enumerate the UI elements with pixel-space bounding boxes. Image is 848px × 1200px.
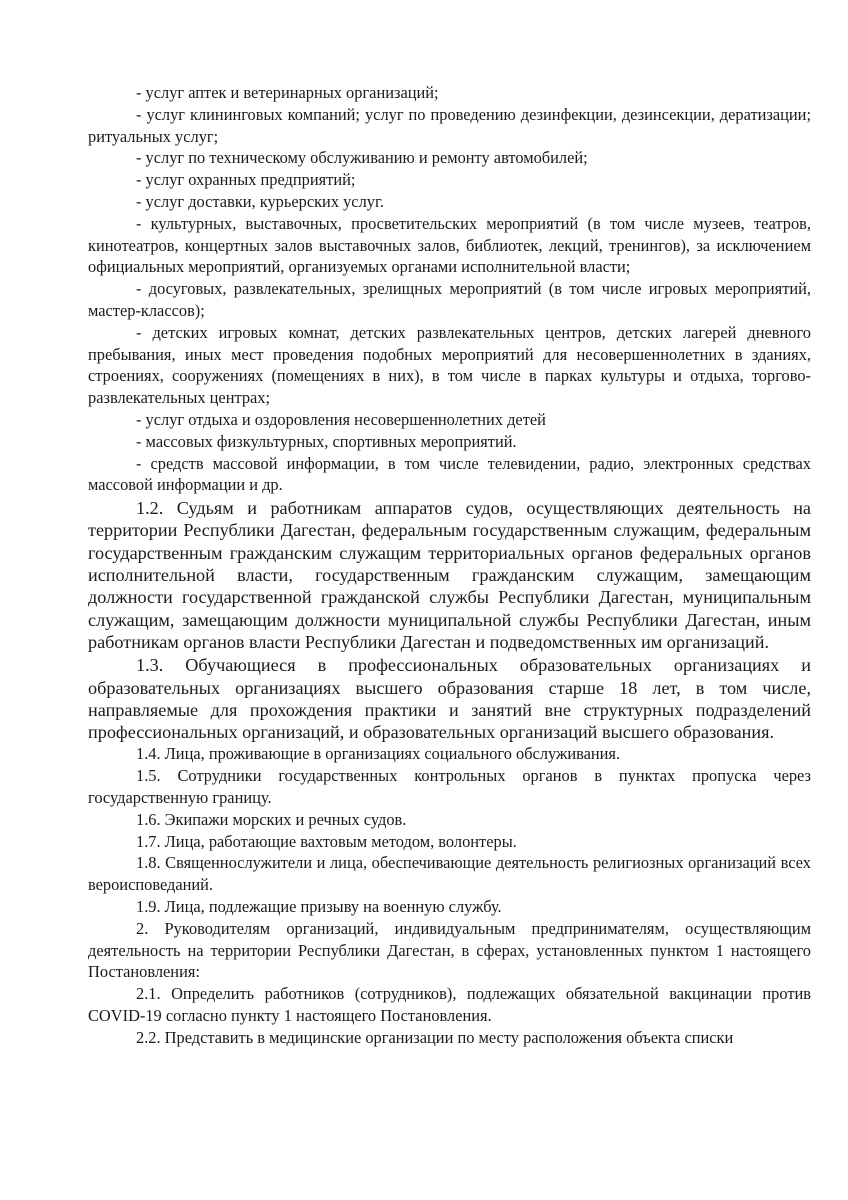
- clause-1-3: 1.3. Обучающиеся в профессиональных образовательных организациях и образовательных организациях высшего образования старше 18 лет, в том числе, направляемые для прохождения практики и занятий вне структурных подразделений профессиональных организаций, и образовательных организаций высшего образования.: [88, 655, 811, 743]
- list-item: - досуговых, развлекательных, зрелищных мероприятий (в том числе игровых мероприятий, мастер-классов);: [88, 279, 811, 320]
- list-item: - услуг клининговых компаний; услуг по проведению дезинфекции, дезинсекции, дератизации; ритуальных услуг;: [88, 104, 811, 146]
- list-item: - услуг по техническому обслуживанию и ремонту автомобилей;: [136, 148, 588, 168]
- list-item: - услуг доставки, курьерских услуг.: [136, 191, 384, 211]
- clause-1-5: 1.5. Сотрудники государственных контрольных органов в пунктах пропуска через государственную границу.: [88, 766, 811, 807]
- document-body: [88, 82, 811, 1049]
- list-item: - детских игровых комнат, детских развлекательных центров, детских лагерей дневного пребывания, иных мест проведения подобных мероприятий для несовершеннолетних в зданиях, строениях, сооружениях (помещениях в них), в том числе в парках культуры и отдыха, торгово-развлекательных центрах;: [88, 322, 811, 408]
- clause-2-1: 2.1. Определить работников (сотрудников), подлежащих обязательной вакцинации против COVID-19 согласно пункту 1 настоящего Постановления.: [88, 984, 811, 1025]
- list-item: - услуг аптек и ветеринарных организаций;: [136, 83, 439, 102]
- clause-1-6: 1.6. Экипажи морских и речных судов.: [136, 809, 407, 829]
- clause-1-8: 1.8. Священнослужители и лица, обеспечивающие деятельность религиозных организаций всех вероисповеданий.: [88, 853, 811, 895]
- list-item: - услуг отдыха и оздоровления несовершеннолетних детей: [136, 409, 546, 429]
- list-item: - массовых физкультурных, спортивных мероприятий.: [136, 431, 517, 451]
- clause-1-4: 1.4. Лица, проживающие в организациях социального обслуживания.: [136, 744, 621, 764]
- list-item: - средств массовой информации, в том числе телевидении, радио, электронных средствах массовой информации и др.: [88, 453, 811, 495]
- clause-1-7: 1.7. Лица, работающие вахтовым методом, волонтеры.: [136, 831, 517, 851]
- clause-2-2: 2.2. Представить в медицинские организации по месту расположения объекта списки: [136, 1027, 734, 1047]
- list-item: - услуг охранных предприятий;: [136, 170, 356, 190]
- clause-1-2: 1.2. Судьям и работникам аппаратов судов, осуществляющих деятельность на территории Республики Дагестан, федеральным государственным служащим, федеральным государственным гражданским служащим территориальных органов федеральных органов исполнительной власти, государственным гражданским служащим, замещающим должности государственной гражданской службы Республики Дагестан, муниципальным служащим, замещающим должности муниципальной службы Республики Дагестан, иным работникам органов власти Республики Дагестан и подведомственных им организаций.: [88, 498, 811, 652]
- list-item: - культурных, выставочных, просветительских мероприятий (в том числе музеев, театров, кинотеатров, концертных залов выставочных залов, библиотек, лекций, тренингов), за исключением официальных мероприятий, организуемых органами исполнительной власти;: [88, 213, 811, 277]
- clause-2: 2. Руководителям организаций, индивидуальным предпринимателям, осуществляющим деятельность на территории Республики Дагестан, в сферах, установленных пунктом 1 настоящего Постановления:: [88, 918, 811, 982]
- clause-1-9: 1.9. Лица, подлежащие призыву на военную службу.: [136, 896, 502, 916]
